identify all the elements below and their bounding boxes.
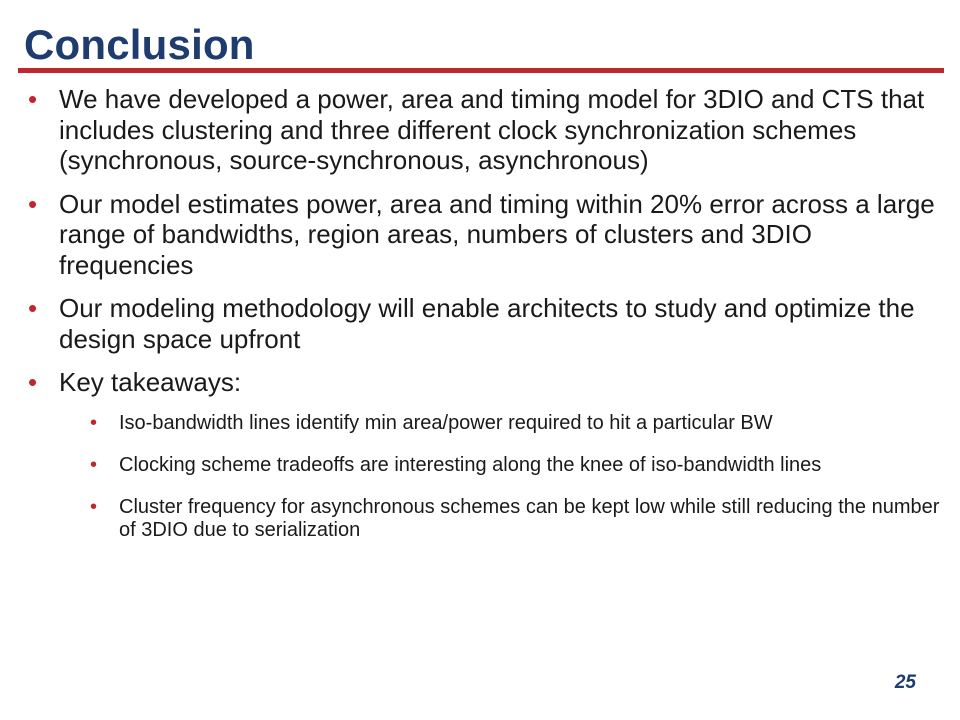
bullet-item xyxy=(28,189,943,281)
sub-bullet-list xyxy=(59,412,943,542)
bullet-dot-icon: • xyxy=(28,84,38,114)
slide-title: Conclusion xyxy=(24,21,255,68)
bullet-text: Key takeaways: xyxy=(59,367,242,397)
page-number: 25 xyxy=(894,672,916,693)
sub-bullet-dot-icon: • xyxy=(90,411,98,434)
sub-bullet-item xyxy=(90,496,943,542)
bullet-text: We have developed a power, area and timing model for 3DIO and CTS that includes clustering and three different clock synchronization schemes (synchronous, source-synchronous, asynchronous) xyxy=(59,84,925,175)
bullet-item xyxy=(28,84,943,176)
bullet-dot-icon: • xyxy=(28,367,38,397)
bullet-item xyxy=(28,293,943,354)
sub-bullet-item xyxy=(90,412,943,435)
bullet-dot-icon: • xyxy=(28,293,38,323)
bullet-list xyxy=(28,84,943,561)
sub-bullet-dot-icon: • xyxy=(90,495,98,518)
bullet-item xyxy=(28,367,943,542)
sub-bullet-dot-icon: • xyxy=(90,453,98,476)
bullet-dot-icon: • xyxy=(28,188,38,219)
sub-bullet-text: Clocking scheme tradeoffs are interesting along the knee of iso-bandwidth lines xyxy=(119,453,822,476)
title-divider xyxy=(18,68,944,73)
sub-bullet-item xyxy=(90,454,943,477)
sub-bullet-text: Iso-bandwidth lines identify min area/power required to hit a particular BW xyxy=(119,411,773,434)
sub-bullet-text: Cluster frequency for asynchronous schemes can be kept low while still reducing the number of 3DIO due to serialization xyxy=(119,495,940,541)
bullet-text: Our modeling methodology will enable architects to study and optimize the design space upfront xyxy=(59,293,915,354)
bullet-text: Our model estimates power, area and timing within 20% error across a large range of bandwidths, region areas, numbers of clusters and 3DIO frequencies xyxy=(59,188,935,280)
